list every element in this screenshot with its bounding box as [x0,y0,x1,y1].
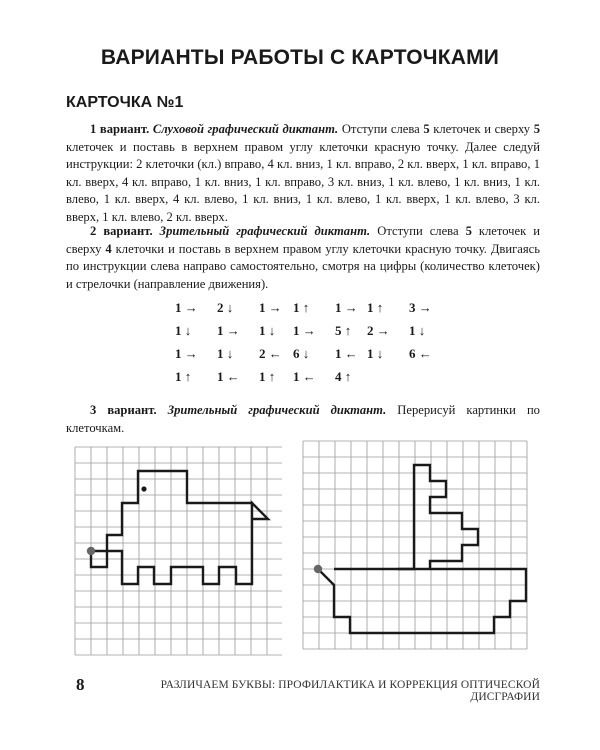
elephant-start-dot [87,547,95,555]
variant-3-paragraph [66,402,540,437]
arrow-step: 1 → [175,300,198,315]
variant-3-text: Перерисуй картинки по клеточкам. [66,403,540,435]
arrow-step: 3 → [409,300,432,315]
variant-2-num-b: 4 [105,241,112,256]
arrow-step: 1 → [335,300,358,315]
arrow-step: 1 → [259,300,282,315]
variant-2-label: 2 вариант. [90,224,153,238]
variant-2-text-a: Отступи слева [370,224,466,238]
variant-2-paragraph [66,223,540,293]
arrow-step: 1 ↑ [367,300,384,315]
arrow-step: 1 ← [217,369,240,384]
elephant-outline [91,471,268,584]
variant-1-title: Слуховой графический диктант. [152,122,339,136]
variant-1-label: 1 вариант. [90,122,150,136]
arrow-step: 1 ↓ [259,323,276,338]
variant-2-text-b: клеточек и сверху [66,224,540,256]
footer-running-title: РАЗЛИЧАЕМ БУКВЫ: ПРОФИЛАКТИКА И КОРРЕКЦИЯ ОПТИЧЕСКОЙ ДИСГРАФИИ [160,679,540,703]
arrow-step: 1 ↓ [367,346,384,361]
arrow-step: 1 ↑ [293,300,310,315]
arrow-step: 1 ← [335,346,358,361]
variant-1-text-b: клеточек и сверху [429,122,534,136]
arrow-step: 1 ↓ [217,346,234,361]
variant-2-text-c: клеточки и поставь в верхнем правом углу клеточки красную точку. Двигаясь по инструкции слева направо самостоятельно, смотря на цифры (количество клеточек) и стрелочки (направление движения). [66,241,540,291]
boat-start-dot [314,565,322,573]
footer-page-number: 8 [76,675,85,694]
arrow-step: 2 ↓ [217,300,234,315]
variant-1-text-c: клеточек и поставь в верхнем правом углу клеточки красную точку. Далее следуй инструкции: 2 клеточки (кл.) вправо, 4 кл. вниз, 1 кл. вправо, 2 кл. вверх, 1 кл. вправо, 1 кл. вверх, 4 кл. вправо, 1 кл. вниз, 1 кл. вправо, 3 кл. вниз, 1 кл. влево, 1 кл. вниз, 1 кл. влево, 1 кл. вверх, 4 кл. влево, 1 кл. вниз, 1 кл. влево, 1 кл. вверх, 1 кл. влево, 3 кл. вверх, 1 кл. влево, 2 кл. вверх. [66,139,540,224]
arrow-step: 2 ← [259,346,282,361]
arrow-step: 6 ↓ [293,346,310,361]
variant-3-title: Зрительный графический диктант. [167,403,387,417]
arrow-step: 1 → [175,346,198,361]
arrow-step: 1 ↓ [175,323,192,338]
arrow-step: 1 ↓ [409,323,426,338]
boat-sail [398,465,478,569]
arrow-step: 5 ↑ [335,323,352,338]
variant-1-text-a: Отступи слева [341,122,424,136]
variant-1-num-a: 5 [423,122,430,136]
arrow-step: 6 ← [409,346,432,361]
arrow-step: 1 ← [293,369,316,384]
variant-2-num-a: 5 [465,224,472,238]
arrow-step: 1 ↑ [175,369,192,384]
arrow-step: 1 → [293,323,316,338]
variant-1-num-b: 5 [533,122,540,136]
boat-grid [302,440,542,652]
elephant-eye [141,486,146,491]
variant-1-paragraph [66,121,540,227]
page-title: ВАРИАНТЫ РАБОТЫ С КАРТОЧКАМИ [100,46,500,69]
variant-2-title: Зрительный графический диктант. [159,224,371,238]
arrow-step: 4 ↑ [335,369,352,384]
card-heading: КАРТОЧКА №1 [66,94,184,111]
arrow-step: 2 → [367,323,390,338]
arrow-step: 1 ↑ [259,369,276,384]
elephant-grid [74,446,282,656]
arrow-step: 1 → [217,323,240,338]
variant-3-label: 3 вариант. [90,403,157,417]
